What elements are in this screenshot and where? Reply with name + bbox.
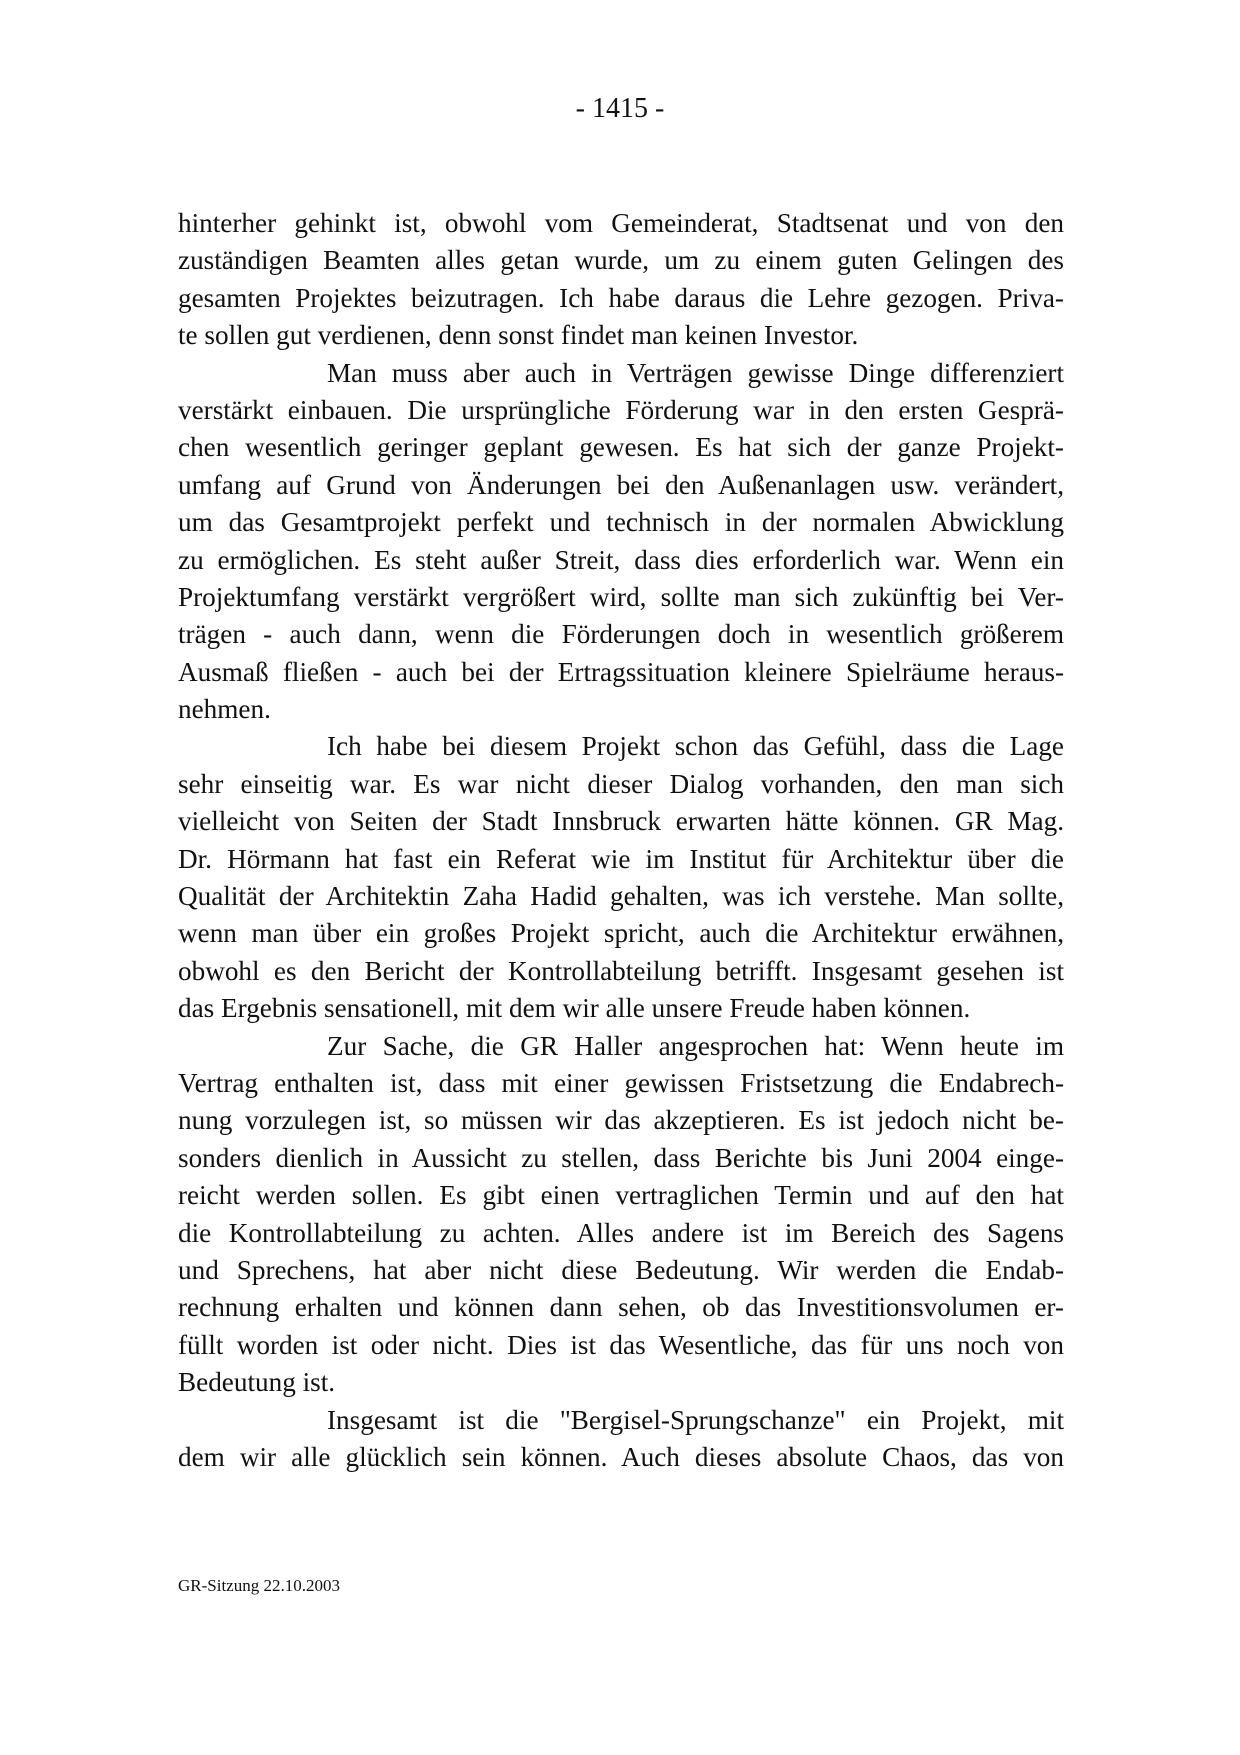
text-line: rechnung erhalten und können dann sehen, ob das Investitionsvolumen er-: [178, 1292, 1064, 1323]
text-line: Man muss aber auch in Verträgen gewisse Dinge differenziert: [327, 357, 1064, 388]
text-line: verstärkt einbauen. Die ursprüngliche Förderung war in den ersten Gesprä-: [178, 394, 1064, 425]
text-line: te sollen gut verdienen, denn sonst findet man keinen Investor.: [178, 320, 859, 351]
paragraph: [178, 728, 1064, 1027]
footer-session-date: GR-Sitzung 22.10.2003: [178, 1576, 340, 1595]
text-line: Ausmaß fließen - auch bei der Ertragssituation kleinere Spielräume heraus-: [178, 656, 1064, 687]
text-line: Dr. Hörmann hat fast ein Referat wie im Institut für Architektur über die: [178, 843, 1064, 874]
text-line: gesamten Projektes beizutragen. Ich habe daraus die Lehre gezogen. Priva-: [178, 282, 1064, 313]
text-line: wenn man über ein großes Projekt spricht, auch die Architektur erwähnen,: [178, 918, 1064, 949]
text-line: hinterher gehinkt ist, obwohl vom Gemeinderat, Stadtsenat und von den: [178, 208, 1064, 238]
page-number: - 1415 -: [575, 93, 665, 124]
text-line: und Sprechens, hat aber nicht diese Bedeutung. Wir werden die Endab-: [178, 1254, 1064, 1285]
text-line: füllt worden ist oder nicht. Dies ist das Wesentliche, das für uns noch von: [178, 1329, 1064, 1360]
text-line: sonders dienlich in Aussicht zu stellen, dass Berichte bis Juni 2004 einge-: [178, 1142, 1064, 1173]
text-line: um das Gesamtprojekt perfekt und technisch in der normalen Abwicklung: [178, 507, 1064, 538]
text-line: obwohl es den Bericht der Kontrollabteilung betrifft. Insgesamt gesehen ist: [178, 955, 1064, 986]
text-line: Ich habe bei diesem Projekt schon das Gefühl, dass die Lage: [327, 731, 1064, 762]
text-line: Vertrag enthalten ist, dass mit einer gewissen Fristsetzung die Endabrech-: [178, 1067, 1064, 1098]
paragraph: [178, 1402, 1064, 1477]
text-line: zu ermöglichen. Es steht außer Streit, dass dies erforderlich war. Wenn ein: [178, 544, 1064, 575]
text-line: trägen - auch dann, wenn die Förderungen doch in wesentlich größerem: [178, 619, 1064, 650]
paragraph: [178, 1028, 1064, 1402]
text-line: umfang auf Grund von Änderungen bei den Außenanlagen usw. verändert,: [178, 469, 1064, 500]
text-line: reicht werden sollen. Es gibt einen vertraglichen Termin und auf den hat: [178, 1180, 1064, 1211]
text-line: sehr einseitig war. Es war nicht dieser Dialog vorhanden, den man sich: [178, 768, 1064, 799]
text-line: Bedeutung ist.: [178, 1367, 336, 1398]
text-line: das Ergebnis sensationell, mit dem wir alle unsere Freude haben können.: [178, 993, 971, 1024]
text-line: chen wesentlich geringer geplant gewesen. Es hat sich der ganze Projekt-: [178, 432, 1064, 463]
text-line: Zur Sache, die GR Haller angesprochen hat: Wenn heute im: [327, 1030, 1064, 1061]
text-line: nung vorzulegen ist, so müssen wir das akzeptieren. Es ist jedoch nicht be-: [178, 1105, 1064, 1136]
paragraph: [178, 355, 1064, 729]
text-line: Projektumfang verstärkt vergrößert wird, sollte man sich zukünftig bei Ver-: [178, 581, 1064, 612]
text-line: Qualität der Architektin Zaha Hadid gehalten, was ich verstehe. Man sollte,: [178, 881, 1064, 912]
text-line: zuständigen Beamten alles getan wurde, um zu einem guten Gelingen des: [178, 245, 1064, 276]
text-line: dem wir alle glücklich sein können. Auch dieses absolute Chaos, das von: [178, 1441, 1064, 1472]
text-line: die Kontrollabteilung zu achten. Alles andere ist im Bereich des Sagens: [178, 1217, 1064, 1248]
text-line: nehmen.: [178, 694, 271, 725]
text-line: Insgesamt ist die "Bergisel-Sprungschanze" ein Projekt, mit: [327, 1404, 1064, 1435]
paragraph: [178, 205, 1064, 355]
body-text: [178, 205, 1064, 1476]
text-line: vielleicht von Seiten der Stadt Innsbruck erwarten hätte können. GR Mag.: [178, 806, 1064, 837]
